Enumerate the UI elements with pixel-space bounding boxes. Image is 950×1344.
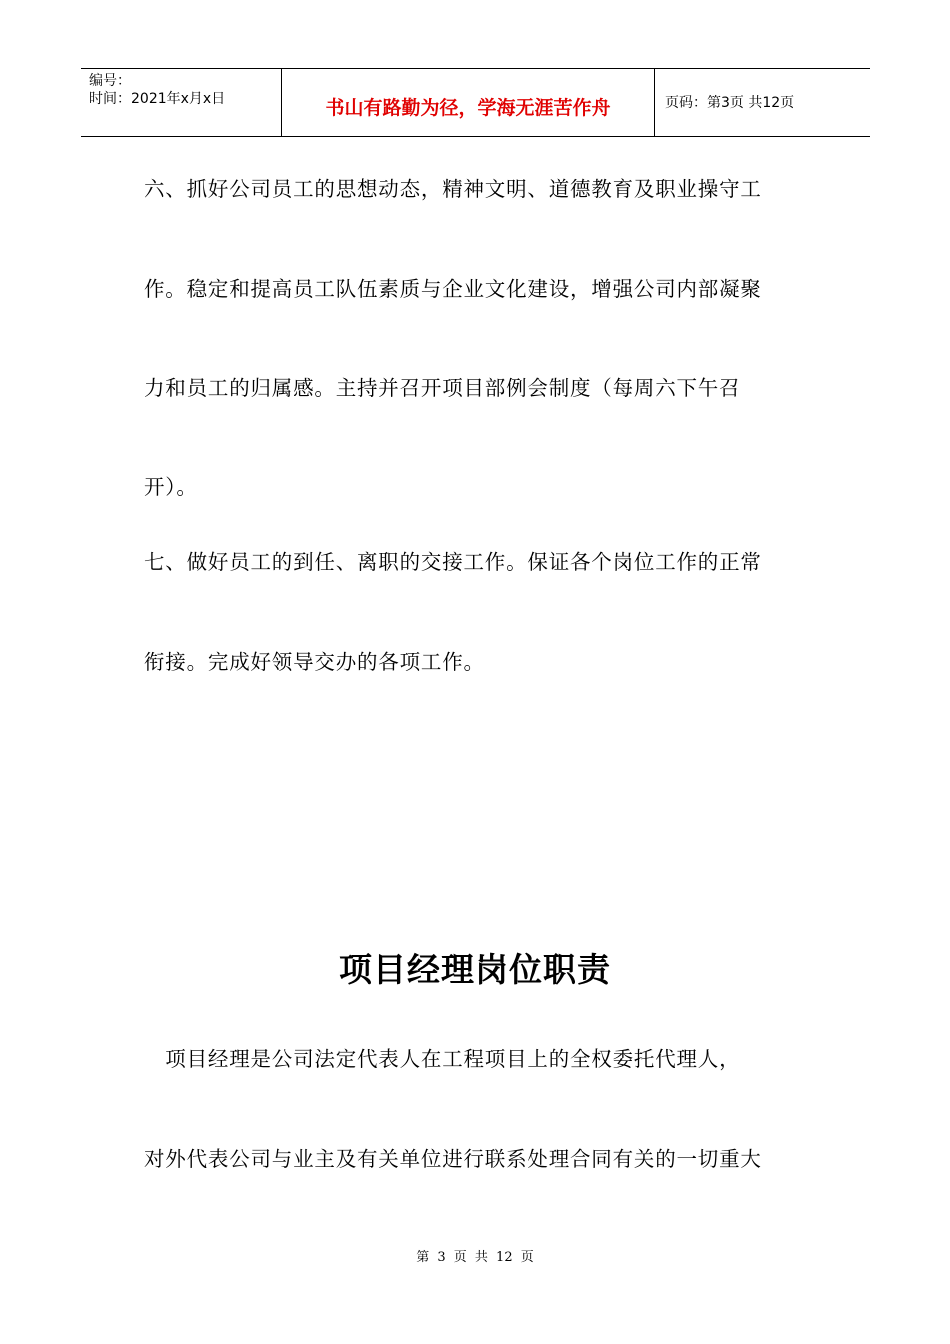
- header-middle-cell: [281, 69, 655, 136]
- body-line-1: 六、抓好公司员工的思想动态，精神文明、道德教育及职业操守工: [144, 177, 762, 201]
- body-line-2: 作。稳定和提高员工队伍素质与企业文化建设，增强公司内部凝聚: [144, 277, 762, 301]
- body-line-5: 七、做好员工的到任、离职的交接工作。保证各个岗位工作的正常: [144, 550, 762, 574]
- body-line-6: 衔接。完成好领导交办的各项工作。: [144, 650, 485, 674]
- body-line-3: 力和员工的归属感。主持并召开项目部例会制度（每周六下午召: [144, 376, 741, 400]
- header-page-info: 页码：第3页 共12页: [665, 95, 795, 111]
- page-footer: 第 3 页 共 12 页: [416, 1250, 534, 1265]
- document-date: 时间：2021年x月x日: [89, 91, 226, 107]
- section-line-1: 项目经理是公司法定代表人在工程项目上的全权委托代理人，: [144, 1047, 741, 1071]
- section-title: 项目经理岗位职责: [339, 950, 611, 989]
- section-line-2: 对外代表公司与业主及有关单位进行联系处理合同有关的一切重大: [144, 1147, 762, 1171]
- header-left-cell: [81, 69, 281, 136]
- header-motto: 书山有路勤为径，学海无涯苦作舟: [325, 97, 611, 119]
- page-header-table: [81, 68, 870, 137]
- document-number-label: 编号：: [89, 73, 131, 89]
- body-line-4: 开）。: [144, 475, 198, 499]
- header-right-cell: [655, 69, 870, 136]
